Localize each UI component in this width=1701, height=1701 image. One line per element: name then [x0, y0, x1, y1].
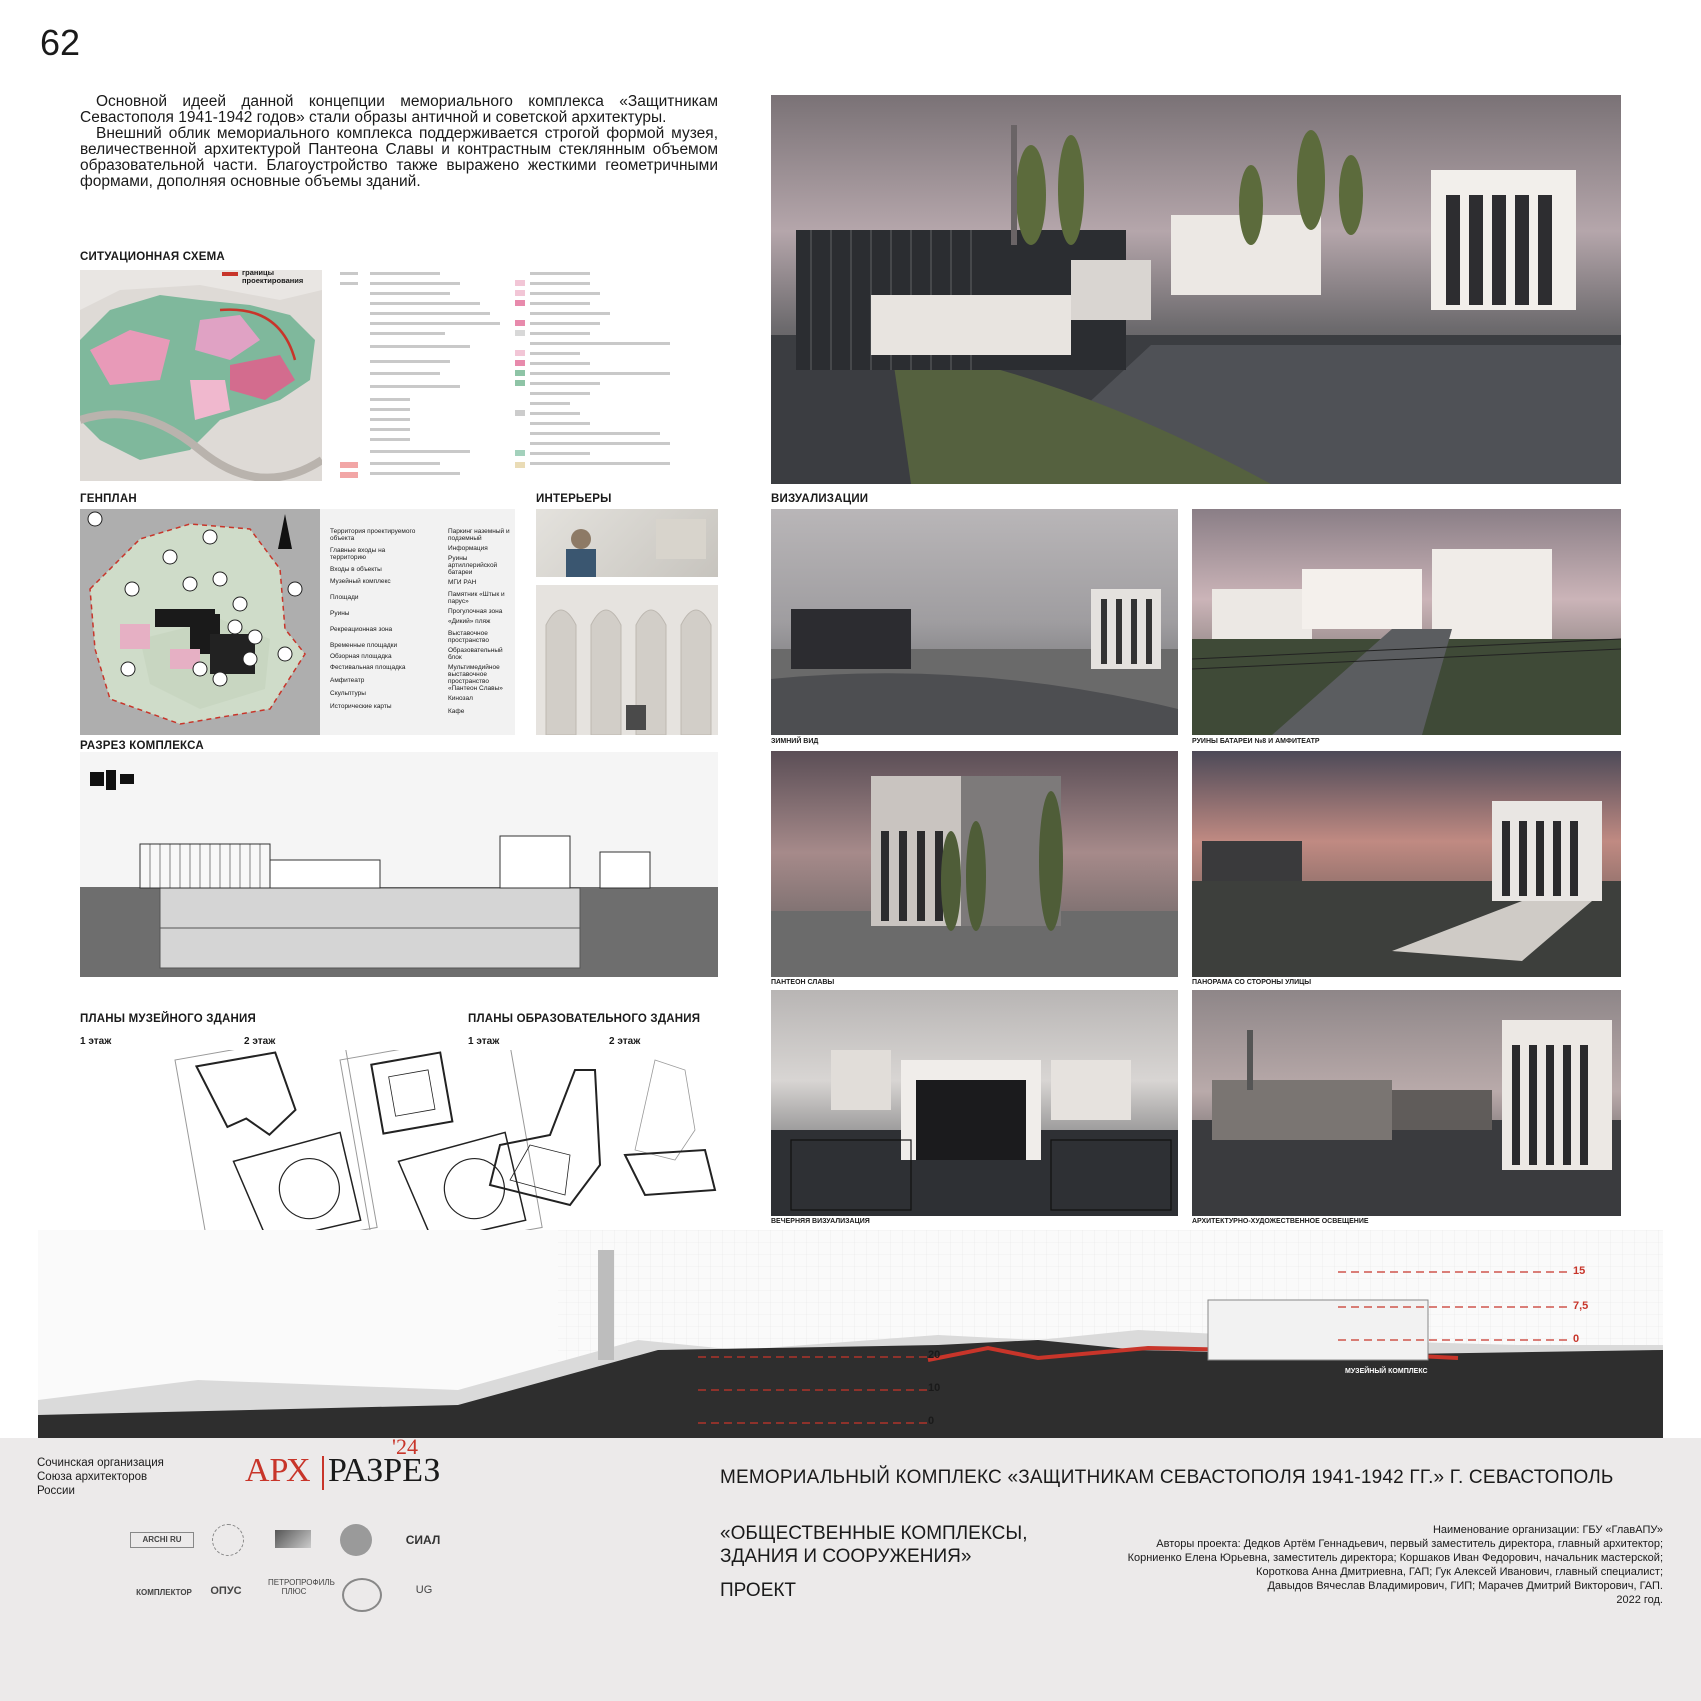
museum-floor1-label: 1 этаж	[80, 1036, 112, 1047]
page-number: 62	[40, 22, 81, 63]
elevation-left-20: 20	[928, 1349, 941, 1361]
genplan-legend-right	[448, 528, 516, 715]
visualization-panorama	[1192, 751, 1621, 977]
logo-year: '24	[392, 1434, 418, 1459]
category-line: «ОБЩЕСТВЕННЫЕ КОМПЛЕКСЫ,	[720, 1523, 1028, 1544]
edu-floor1-label: 1 этаж	[468, 1036, 500, 1047]
section-title: РАЗРЕЗ КОМПЛЕКСА	[80, 740, 204, 752]
genplan-legend-left	[330, 528, 420, 710]
author-line: 2022 год.	[1616, 1594, 1663, 1606]
legend-item: Площади	[330, 594, 359, 601]
caption-pantheon: ПАНТЕОН СЛАВЫ	[771, 979, 835, 986]
museum-floor2-label: 2 этаж	[244, 1036, 276, 1047]
legend-item: МГИ РАН	[448, 579, 477, 586]
category-line: ЗДАНИЯ И СООРУЖЕНИЯ»	[720, 1546, 972, 1567]
legend-item: Главные входы на территорию	[330, 547, 386, 561]
legend-item: Фестивальная площадка	[330, 664, 406, 671]
visualization-evening	[771, 990, 1178, 1216]
project-title: МЕМОРИАЛЬНЫЙ КОМПЛЕКС «ЗАЩИТНИКАМ СЕВАСТОПОЛЯ 1941-1942 ГГ.» Г. СЕВАСТОПОЛЬ	[720, 1467, 1614, 1488]
logo-divider	[322, 1456, 324, 1490]
org-line: Союза архитекторов	[37, 1471, 148, 1483]
visualization-pantheon	[771, 751, 1178, 977]
project-authors	[1023, 1523, 1663, 1607]
legend-item: Исторические карты	[330, 703, 392, 710]
legend-item: Кафе	[448, 708, 465, 715]
sponsor-logo-shell-icon	[342, 1578, 382, 1612]
caption-winter: ЗИМНИЙ ВИД	[771, 738, 819, 745]
legend-item: Кинозал	[448, 695, 473, 702]
legend-item: Образовательный блок	[448, 647, 503, 661]
author-line: Корниенко Елена Юрьевна, заместитель директора; Коршаков Иван Федорович, начальник мастерской;	[1127, 1552, 1663, 1564]
project-stage: ПРОЕКТ	[720, 1580, 797, 1601]
edu-plans-title: ПЛАНЫ ОБРАЗОВАТЕЛЬНОГО ЗДАНИЯ	[468, 1013, 701, 1025]
festival-logo	[240, 1434, 470, 1500]
elevation-right-15: 15	[1573, 1265, 1586, 1277]
org-line: России	[37, 1485, 75, 1497]
intro-paragraph-2: Внешний облик мемориального комплекса поддерживается строгой формой музея, величественной архитектурой Пантеона Славы и контрастным стеклянным объемом образовательной части. Благоустройство также выражено жесткими геометричными формами, дополняя основные объемы зданий.	[80, 125, 718, 190]
visualization-ruins	[1192, 509, 1621, 735]
author-line: Короткова Анна Дмитриевна, ГАП; Гук Алексей Иванович, главный специалист;	[1256, 1566, 1663, 1578]
sponsor-logo-opus: ОПУС	[210, 1585, 242, 1597]
edu-floor2-label: 2 этаж	[609, 1036, 641, 1047]
interiors-title: ИНТЕРЬЕРЫ	[536, 493, 612, 505]
legend-item: Амфитеатр	[330, 677, 365, 684]
sponsor-logo-square-icon	[275, 1530, 311, 1548]
legend-item: Информация	[448, 545, 488, 552]
legend-item: «Дикий» пляж	[448, 618, 491, 625]
legend-item: Руины	[330, 610, 350, 617]
elevation-right-0: 0	[1573, 1333, 1580, 1345]
legend-item: Выставочное пространство	[448, 630, 490, 644]
caption-ruins: РУИНЫ БАТАРЕИ №8 И АМФИТЕАТР	[1192, 738, 1320, 745]
section-drawing	[80, 752, 718, 977]
legend-item: Обзорная площадка	[330, 653, 392, 660]
legend-item: Мультимедийное выставочное пространство «Пантеон Славы»	[448, 664, 503, 692]
intro-text	[80, 94, 718, 190]
logo-right: РАЗРЕЗ	[328, 1452, 441, 1489]
legend-item: Территория проектируемого объекта	[330, 528, 416, 542]
organization-name	[37, 1456, 164, 1498]
situation-legend-swatch	[222, 272, 238, 276]
author-line: Авторы проекта: Дедков Артём Геннадьевич, первый заместитель директора, главный архитектор;	[1156, 1538, 1663, 1550]
org-line: Сочинская организация	[37, 1457, 164, 1469]
museum-complex-label: МУЗЕЙНЫЙ КОМПЛЕКС	[1345, 1368, 1428, 1375]
legend-item: Временные площадки	[330, 642, 398, 649]
visualization-winter	[771, 509, 1178, 735]
sponsor-logo-round-icon	[340, 1524, 372, 1556]
visualizations-title: ВИЗУАЛИЗАЦИИ	[771, 493, 869, 505]
sponsor-logo-circle-icon	[212, 1524, 244, 1556]
situation-title: СИТУАЦИОННАЯ СХЕМА	[80, 251, 225, 263]
sponsor-logo-ug: UG	[415, 1584, 433, 1596]
sponsor-logo-sial: СИАЛ	[405, 1533, 441, 1547]
caption-evening: ВЕЧЕРНЯЯ ВИЗУАЛИЗАЦИЯ	[771, 1218, 870, 1225]
sponsor-logo-petroprofil: ПЕТРОПРОФИЛЬ ПЛЮС	[268, 1578, 335, 1596]
elevation-left-10: 10	[928, 1382, 941, 1394]
legend-item: Музейный комплекс	[330, 578, 391, 585]
sponsor-logo-komplektor: КОМПЛЕКТОР	[136, 1588, 192, 1597]
visualization-lighting	[1192, 990, 1621, 1216]
caption-panorama: ПАНОРАМА СО СТОРОНЫ УЛИЦЫ	[1192, 979, 1312, 986]
elevation-left-0: 0	[928, 1415, 935, 1427]
museum-plans-title: ПЛАНЫ МУЗЕЙНОГО ЗДАНИЯ	[80, 1013, 256, 1025]
legend-item: Памятник «Штык и парус»	[448, 591, 505, 605]
legend-item: Скульптуры	[330, 690, 366, 697]
sponsor-logo-archiru: ARCHI RU	[130, 1532, 194, 1548]
author-line: Давыдов Вячеслав Владимирович, ГИП; Марачев Дмитрий Викторович, ГАП.	[1267, 1580, 1663, 1592]
hero-render	[771, 95, 1621, 484]
legend-item: Рекреационная зона	[330, 626, 393, 633]
genplan-title: ГЕНПЛАН	[80, 493, 137, 505]
situation-legend-list	[340, 270, 715, 480]
legend-item: Паркинг наземный и подземный	[448, 528, 510, 542]
caption-lighting: АРХИТЕКТУРНО-ХУДОЖЕСТВЕННОЕ ОСВЕЩЕНИЕ	[1192, 1218, 1369, 1225]
project-category	[720, 1522, 1028, 1568]
interior-photo-2	[536, 585, 718, 735]
genplan-map	[80, 509, 320, 735]
legend-item: Руины артиллерийской батареи	[448, 555, 498, 576]
legend-item: Прогулочная зона	[448, 608, 503, 615]
author-line: Наименование организации: ГБУ «ГлавАПУ»	[1432, 1524, 1663, 1536]
logo-left: АРХ	[245, 1452, 311, 1489]
situation-map	[80, 270, 322, 481]
panorama-elevation	[38, 1230, 1663, 1438]
intro-paragraph-1: Основной идеей данной концепции мемориального комплекса «Защитникам Севастополя 1941-1942 годов» стали образы античной и советской архитектуры.	[80, 93, 718, 126]
interior-photo-1	[536, 509, 718, 577]
situation-legend-label: границы проектирования	[242, 268, 304, 285]
legend-item: Входы в объекты	[330, 566, 382, 573]
elevation-right-7-5: 7,5	[1573, 1300, 1589, 1312]
